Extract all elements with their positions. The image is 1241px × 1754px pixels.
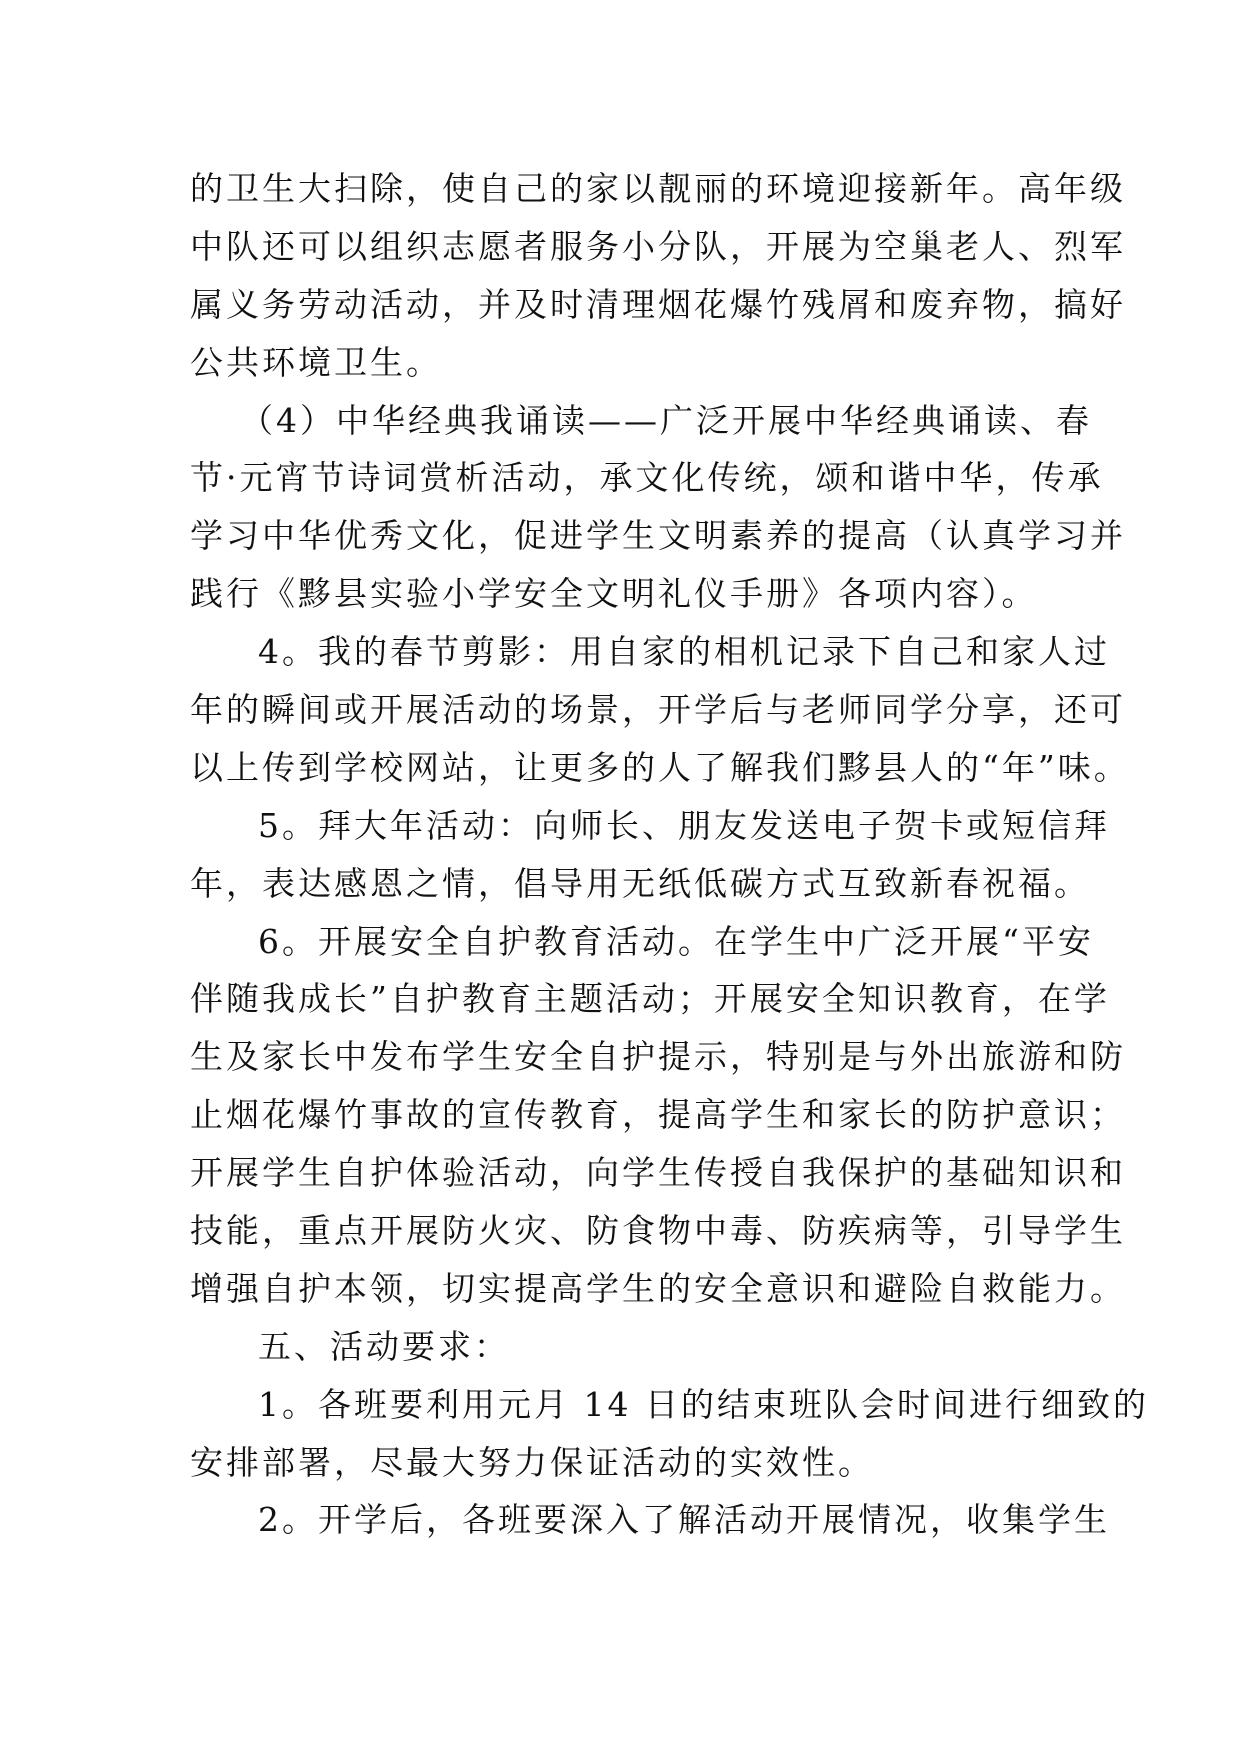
text-line: 增强自护本领，切实提高学生的安全意识和避险自救能力。 bbox=[190, 1268, 1126, 1308]
paragraph-first-line: 1。各班要利用元月 14 日的结束班队会时间进行细致的 bbox=[258, 1384, 1149, 1424]
paragraph-first-line: 6。开展安全自护教育活动。在学生中广泛开展“平安 bbox=[258, 921, 1094, 961]
text-line: 中队还可以组织志愿者服务小分队，开展为空巢老人、烈军 bbox=[190, 226, 1126, 266]
text-line: 的卫生大扫除，使自己的家以靓丽的环境迎接新年。高年级 bbox=[190, 169, 1126, 208]
text-line: 学习中华优秀文化，促进学生文明素养的提高（认真学习并 bbox=[190, 516, 1126, 556]
text-line: 践行《黟县实验小学安全文明礼仪手册》各项内容）。 bbox=[190, 574, 1038, 614]
text-line: 安排部署，尽最大努力保证活动的实效性。 bbox=[190, 1442, 874, 1482]
text-line: 属义务劳动活动，并及时清理烟花爆竹残屑和废弃物，搞好 bbox=[190, 284, 1126, 324]
text-line: 年，表达感恩之情，倡导用无纸低碳方式互致新春祝福。 bbox=[190, 863, 1090, 903]
text-line: 年的瞬间或开展活动的场景，开学后与老师同学分享，还可 bbox=[190, 690, 1126, 730]
paragraph-first-line: 4。我的春节剪影：用自家的相机记录下自己和家人过 bbox=[258, 632, 1110, 672]
section-heading: 五、活动要求： bbox=[258, 1326, 510, 1366]
text-line: 生及家长中发布学生安全自护提示，特别是与外出旅游和防 bbox=[190, 1037, 1126, 1077]
text-line: 公共环境卫生。 bbox=[190, 342, 442, 382]
text-line: 节·元宵节诗词赏析活动，承文化传统，颂和谐中华，传承 bbox=[190, 458, 1104, 498]
text-line: 技能，重点开展防火灾、防食物中毒、防疾病等，引导学生 bbox=[190, 1211, 1126, 1251]
paragraph-first-line: 5。拜大年活动：向师长、朋友发送电子贺卡或短信拜 bbox=[258, 805, 1110, 845]
document-body bbox=[190, 160, 1149, 1549]
paragraph-first-line: 2。开学后，各班要深入了解活动开展情况，收集学生 bbox=[258, 1500, 1110, 1540]
text-line: 伴随我成长”自护教育主题活动；开展安全知识教育，在学 bbox=[190, 979, 1110, 1019]
paragraph-first-line: （4）中华经典我诵读——广泛开展中华经典诵读、春 bbox=[240, 400, 1092, 440]
text-line: 以上传到学校网站，让更多的人了解我们黟县人的“年”味。 bbox=[190, 747, 1130, 787]
text-line: 开展学生自护体验活动，向学生传授自我保护的基础知识和 bbox=[190, 1153, 1126, 1193]
text-line: 止烟花爆竹事故的宣传教育，提高学生和家长的防护意识； bbox=[190, 1095, 1126, 1135]
